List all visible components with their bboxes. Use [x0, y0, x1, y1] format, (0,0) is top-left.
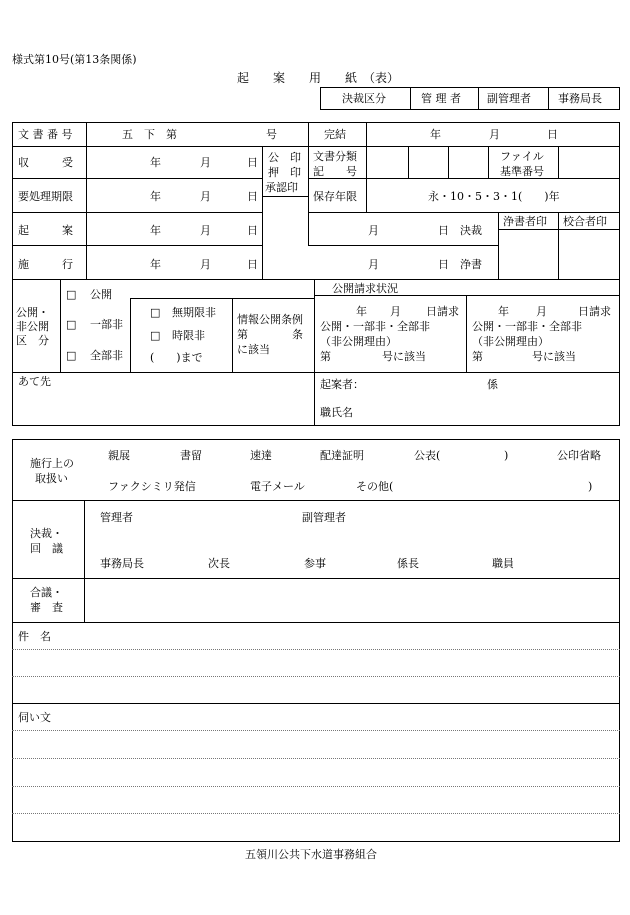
handling-other: その他( [356, 480, 394, 493]
checkbox-full[interactable]: □ [66, 349, 77, 362]
request-1-label: 日請求 [426, 305, 459, 318]
request-1-dai: 第 [320, 350, 331, 363]
handling-registered: 書留 [180, 449, 202, 462]
approver-secretary-general: 事務局長 [558, 92, 602, 105]
option-until: ( )まで [150, 351, 203, 364]
section-label: 係 [487, 378, 498, 391]
exec-day: 日 [247, 258, 258, 271]
request-1-year: 年 [356, 305, 367, 318]
handling-email: 電子メール [250, 480, 305, 493]
received-year: 年 [150, 156, 161, 169]
role-secretary-general: 事務局長 [100, 557, 144, 570]
category-label-2: 記 号 [313, 165, 357, 178]
due-label: 要処理期限 [18, 190, 73, 203]
due-year: 年 [150, 190, 161, 203]
file-label-1: ファイル [500, 150, 544, 163]
clean-copy-stamp-label: 浄書者印 [503, 215, 547, 228]
category-label-1: 文書分類 [313, 150, 357, 163]
doc-number-label: 文 書 番 号 [18, 128, 73, 141]
draft-day: 日 [247, 224, 258, 237]
role-manager: 管理者 [100, 511, 133, 524]
handling-personal: 親展 [108, 449, 130, 462]
checkbox-partial[interactable]: □ [66, 318, 77, 331]
option-time-limited: 時限非 [172, 329, 205, 342]
handling-seal-omitted: 公印省略 [557, 449, 601, 462]
checkbox-time-limited[interactable]: □ [150, 329, 161, 342]
complete-month: 月 [489, 128, 500, 141]
page-title: 起 案 用 紙 （表） [237, 71, 400, 85]
request-2-label: 日請求 [578, 305, 611, 318]
address-label: あて先 [18, 375, 51, 388]
subject-label: 件 名 [18, 630, 51, 643]
clean-copy-month: 月 [368, 258, 379, 271]
request-1-clause: 号に該当 [382, 350, 426, 363]
form-number-label: 様式第10号(第13条関係) [12, 53, 137, 66]
decision-meeting-label-1: 決裁・ [30, 527, 63, 540]
exec-year: 年 [150, 258, 161, 271]
handling-other-close: ) [588, 480, 593, 493]
due-day: 日 [247, 190, 258, 203]
option-indefinite: 無期限非 [172, 306, 216, 319]
name-label: 職氏名 [320, 406, 353, 419]
request-1-reason: （非公開理由） [320, 335, 397, 348]
handling-publish: 公表( [414, 449, 441, 462]
request-status-heading: 公開請求状況 [332, 282, 398, 295]
complete-label: 完結 [324, 128, 346, 141]
disclosure-label-1: 公開・ [16, 306, 49, 319]
request-2-options: 公開・一部非・全部非 [472, 320, 582, 333]
draft-label: 起 案 [18, 224, 73, 237]
exec-month: 月 [200, 258, 211, 271]
checkbox-indefinite[interactable]: □ [150, 306, 161, 319]
handling-label-1: 施行上の [30, 457, 74, 470]
decision-month: 月 [368, 224, 379, 237]
doc-number-go: 号 [266, 128, 277, 141]
approval-category-label: 決裁区分 [342, 92, 386, 105]
organization-name: 五領川公共下水道事務組合 [245, 848, 377, 861]
doc-number-value: 五 下 第 [122, 128, 177, 141]
request-2-year: 年 [498, 305, 509, 318]
disclosure-label-3: 区 分 [16, 334, 49, 347]
handling-express: 速達 [250, 449, 272, 462]
seal-label-3: 承認印 [265, 181, 298, 194]
request-2-month: 月 [536, 305, 547, 318]
handling-delivery-cert: 配達証明 [320, 449, 364, 462]
received-month: 月 [200, 156, 211, 169]
exec-label: 施 行 [18, 258, 73, 271]
draft-year: 年 [150, 224, 161, 237]
option-partial: 一部非 [90, 318, 123, 331]
check-stamp-label: 校合者印 [563, 215, 607, 228]
ordinance-label-2: 第 条 [237, 328, 303, 341]
role-counselor: 参事 [304, 557, 326, 570]
option-full: 全部非 [90, 349, 123, 362]
role-staff: 職員 [492, 557, 514, 570]
decision-meeting-label-2: 回 議 [30, 542, 63, 555]
request-2-dai: 第 [472, 350, 483, 363]
disclosure-label-2: 非公開 [16, 320, 49, 333]
request-1-month: 月 [390, 305, 401, 318]
option-public: 公開 [90, 288, 112, 301]
handling-label-2: 取扱い [35, 472, 68, 485]
complete-year: 年 [430, 128, 441, 141]
retention-value: 永・10・5・3・1( )年 [428, 190, 560, 203]
checkbox-public[interactable]: □ [66, 288, 77, 301]
role-deputy-manager: 副管理者 [302, 511, 346, 524]
complete-day: 日 [547, 128, 558, 141]
drafter-label: 起案者： [320, 378, 364, 391]
due-month: 月 [200, 190, 211, 203]
seal-label-1: 公 印 [268, 151, 301, 164]
consult-label-2: 審 査 [30, 601, 63, 614]
handling-publish-close: ) [504, 449, 509, 462]
request-2-reason: （非公開理由） [472, 335, 549, 348]
clean-copy-day: 日 [438, 258, 449, 271]
retention-label: 保存年限 [313, 190, 357, 203]
seal-label-2: 押 印 [268, 166, 301, 179]
received-label: 収 受 [18, 156, 73, 169]
consult-label-1: 合議・ [30, 586, 63, 599]
received-day: 日 [247, 156, 258, 169]
decision-day: 日 [438, 224, 449, 237]
draft-month: 月 [200, 224, 211, 237]
file-label-2: 基準番号 [500, 165, 544, 178]
approver-manager: 管 理 者 [421, 92, 461, 105]
request-1-options: 公開・一部非・全部非 [320, 320, 430, 333]
clean-copy-label: 浄書 [460, 258, 482, 271]
inquiry-label: 伺い文 [18, 711, 51, 724]
handling-fax: ファクシミリ発信 [108, 480, 196, 493]
ordinance-label-3: に該当 [237, 343, 270, 356]
decision-label: 決裁 [460, 224, 482, 237]
approver-deputy-manager: 副管理者 [487, 92, 531, 105]
role-deputy-director: 次長 [208, 557, 230, 570]
request-2-clause: 号に該当 [532, 350, 576, 363]
ordinance-label-1: 情報公開条例 [237, 313, 303, 326]
role-chief: 係長 [397, 557, 419, 570]
